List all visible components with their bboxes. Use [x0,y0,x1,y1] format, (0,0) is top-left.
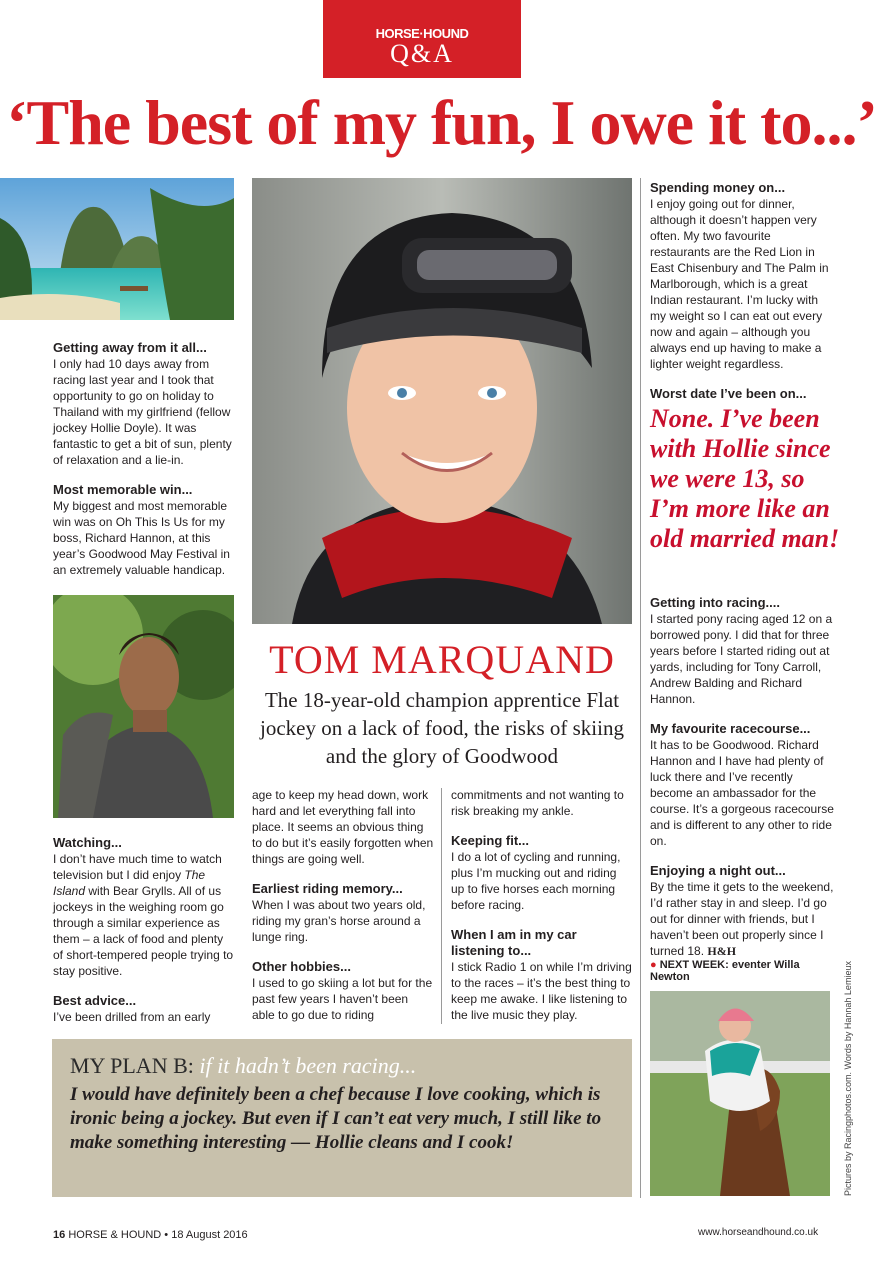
bear-grylls-photo [53,595,234,818]
tv-show-title: The Island [53,868,206,898]
interviewee-name: TOM MARQUAND [269,637,615,682]
plan-b-text: I would have definitely been a chef because I love cooking, which is ironic being a jockey. But even if I can’t eat very much, I still like to make something interesting — Hollie cleans and I cook! [70,1084,602,1153]
answer-other-hobbies-continued: commitments and not wanting to risk breaking my ankle. [451,788,624,818]
tom-marquand-portrait [252,178,632,624]
bullet-icon: ● [650,959,657,971]
plan-b-box [52,1039,632,1197]
answer-getting-into-racing: I started pony racing aged 12 on a borrowed pony. I did that for three years before I started riding out at yards, including for Tony Carroll, Andrew Balding and Richard Hannon. [650,612,833,706]
subhead-night-out: Enjoying a night out... [650,863,786,878]
standfirst: The 18-year-old champion apprentice Flat jockey on a lack of food, the risks of skiing and the glory of Goodwood [260,688,624,768]
signoff-logo: H&H [707,944,737,958]
subhead-memorable-win: Most memorable win... [53,482,193,497]
subhead-spending: Spending money on... [650,180,786,195]
middle-column [252,787,434,1023]
photo-credit: Pictures by Racingphotos.com. Words by Hannah Lemieux [843,961,853,1196]
left-column [53,340,235,578]
third-column [451,787,633,1023]
next-week-teaser: ● NEXT WEEK: eventer Willa Newton [650,959,800,983]
column-divider [640,178,641,1198]
publication-name: HORSE & HOUND [68,1229,162,1241]
issue-date: 18 August 2016 [171,1229,248,1241]
jockey-riding-photo [650,991,830,1196]
subhead-car-listening: When I am in my car listening to... [451,927,577,958]
watching-section [53,835,235,1025]
subhead-getting-into-racing: Getting into racing.... [650,595,780,610]
answer-spending: I enjoy going out for dinner, although it doesn’t happen very often. My two favourite restaurants are the Red Lion in East Chisenbury and The Palm in Marlborough, which is a great Indian restaurant. I’m lucky with my weight so I can eat out every now and again – although you always end up having to make a lighter weight regardless. [650,197,829,371]
answer-earliest-memory: When I was about two years old, riding my gran’s horse around a lunge ring. [252,898,426,944]
website-url: www.horseandhound.co.uk [698,1227,819,1238]
answer-getting-away: I only had 10 days away from racing last year and I took that opportunity to go on holiday to Thailand with my girlfriend (fellow jockey Hollie Doyle). It was fantastic to get a bit of sun, plenty of relaxation and a lie-in. [53,357,232,467]
answer-memorable-win: My biggest and most memorable win was on Oh This Is Us for my boss, Richard Hannon, at this year’s Goodwood May Festival in an extremely valuable handicap. [53,499,230,577]
answer-car-listening: I stick Radio 1 on while I’m driving to the races – it’s the best thing to keep me awake. I like listening to the live music they play. [451,960,632,1022]
pull-quote: None. I’ve been with Hollie since we were 13, so I’m more like an old married man! [650,404,840,553]
column-divider [441,788,442,1024]
section-badge [323,0,521,78]
brand-logo: HORSE·HOUND [375,26,469,41]
thailand-beach-photo [0,178,234,320]
answer-other-hobbies: I used to go skiing a lot but for the past few years I haven’t been able to go due to riding [252,976,433,1022]
answer-watching: I don’t have much time to watch television but I did enjoy The Island with Bear Grylls. All of us jockeys in the weighing room go through a similar experience as them – a lack of food and plenty of short-tempered people trying to stay positive. [53,852,234,978]
page-number: 16 [53,1229,66,1241]
right-column-top [650,180,834,402]
subhead-keeping-fit: Keeping fit... [451,833,529,848]
subhead-other-hobbies: Other hobbies... [252,959,351,974]
subhead-favourite-racecourse: My favourite racecourse... [650,721,811,736]
answer-best-advice: I’ve been drilled from an early [53,1010,211,1024]
right-column-bottom [650,595,834,983]
section-label: Q&A [390,39,454,68]
answer-best-advice-continued: age to keep my head down, work hard and let everything fall into place. It seems an obvious thing to do but it’s easily forgotten when things are going well. [252,788,434,866]
subhead-watching: Watching... [53,835,122,850]
plan-b-title: MY PLAN B: if it hadn’t been racing... [70,1053,417,1078]
page-footer: 16 HORSE & HOUND • 18 August 2016 [53,1229,248,1241]
subhead-earliest-memory: Earliest riding memory... [252,881,403,896]
headline: ‘The best of my fun, I owe it to...’ [6,87,877,158]
subhead-worst-date: Worst date I’ve been on... [650,386,807,401]
answer-favourite-racecourse: It has to be Goodwood. Richard Hannon and I have had plenty of luck there and I’ve recently become an ambassador for the course. It’s a gorgeous racecourse and is different to any other to ride on. [650,738,834,848]
subhead-getting-away: Getting away from it all... [53,340,207,355]
answer-keeping-fit: I do a lot of cycling and running, plus I’m mucking out and riding up to five horses each morning before racing. [451,850,621,912]
answer-night-out: By the time it gets to the weekend, I’d rather stay in and sleep. I’d go out for dinner with friends, but I haven’t been out properly since I turned 18. H&H [650,880,834,958]
subhead-best-advice: Best advice... [53,993,137,1008]
